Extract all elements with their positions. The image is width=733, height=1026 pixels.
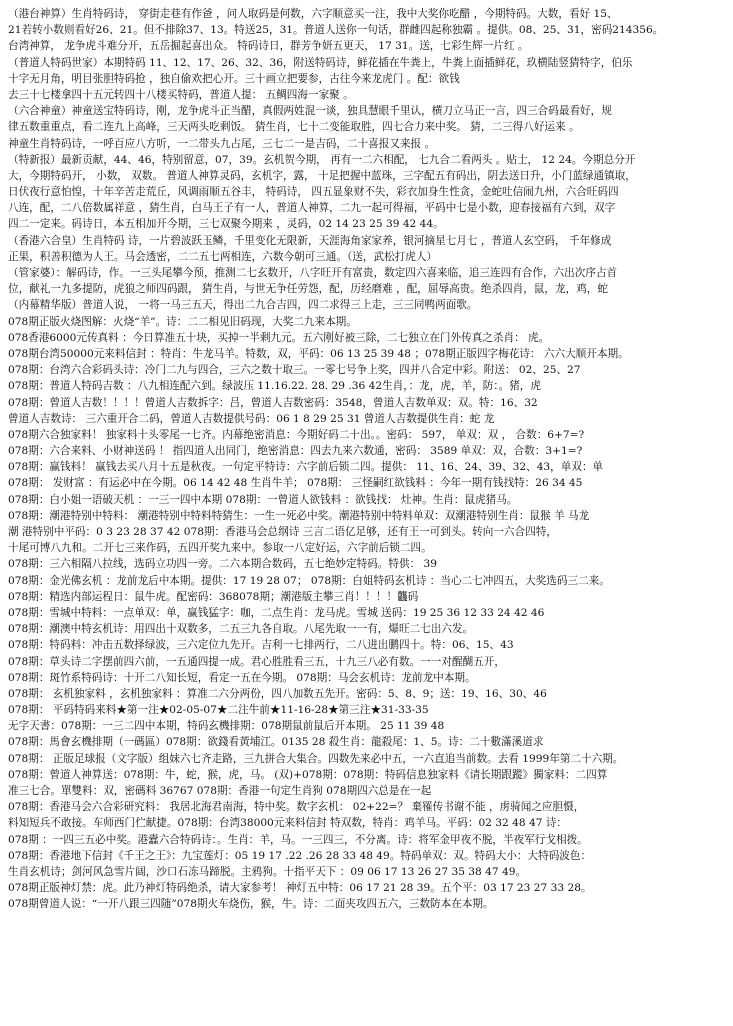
text-line: 078期：雪城中特料：一点单双：单，赢钱猛字：咖，二点生肖：龙马虎。雪城 送码：19 25 36 12 33 24 42 46: [8, 606, 545, 619]
text-line: 生肖玄机诗；剑河风急雪片阔，沙口石冻马蹄脱。主鸦狗。十指平天下 ：09 06 17 13 26 27 35 38 47 49。: [8, 865, 527, 878]
text-line: [8, 1010, 725, 1026]
text-line: 正果，积善积德为人王。马会透密，二二五七两相连，六数今朝可三通。（送，武松打虎人）: [8, 250, 438, 263]
text-line: [8, 929, 725, 945]
text-line: 准三七合。單雙料：双，密碼料 36767 078期：香港一句定生肖狗 078期四六总是在一起: [8, 785, 432, 797]
text-line: 078期： 发财富 ：有运必中在今期。06 14 42 48 生肖牛羊； 078期： 三怪嗣红欲钱料 ：今年一期有钱找特：26 34 45: [8, 477, 583, 490]
text-line: 078期：三六相隔八拉线，选码立功四一旁。二六本期合数码，五七绝妙定特码。特供： 39: [8, 558, 438, 571]
text-line: 078期：香港马会六合彩研究料： 我居北海君南海，特中奖。数字玄机： 02+22=？ 棄罹传书谢不能 ，虏骑闻之应胆慑，: [8, 801, 585, 814]
text-line: 078期曾道人说：“一开八跟三四随”078期火车烧伤，猴，牛。诗：二面夹攻四五六，三数防本在本期。: [8, 898, 494, 911]
text-line: 八连，配，二八倍数属祥意 ，猜生肖，白马王子有一人，普道人神算，二九一起可得福，平码中七是小数，迎春接福有六到，双字: [8, 202, 616, 215]
text-line: [8, 977, 725, 993]
text-line: （特新报）最新贡献，44、46，特别留意，07，39。玄机贺今期， 再有一二六相配， 七九合二看两头 。贴士， 12 24。今期总分开: [8, 153, 636, 166]
text-line: 十尾可博八九和。二开七三来作码，五四开奖九来中。参取一八定好运，六字前后锁二四。: [8, 542, 432, 555]
text-line: 台湾神算， 龙争虎斗难分开，五岳掘起喜出众。 特码诗日，群芳争妍五更天， 17 31。送，七彩生辉一片红 。: [8, 40, 529, 53]
text-line: 078期：馬會玄機排期（一碼區）078期：欲錢看黃埔江。0135 28 殺生肖：龍殺尾：1、5。诗：二十數滿溪道求: [8, 736, 544, 749]
text-line: 21若转小数则看好26、21。但不排除37、13。特送25，31。普道人送你一句话，群雌四起称独霸 。提供。08、25、31，密码214356。: [8, 24, 664, 37]
text-line: 078期六合独家料！ 独家料十头零尾一七齐。内幕绝密消息：今期好码二十出。。密码： 597， 单双：双 ， 合数：6+7=?: [8, 428, 585, 441]
text-line: 078期：精选内部运程日：鼠牛虎。配密码：368078期；潮港版主攀三肖！！！！龘码: [8, 590, 419, 603]
text-line: 078期：白小姐一语破天机 ：一三一四中本期 078期：一曾道人欲钱料 ：欲钱找： 灶神。生肖：鼠虎猪马。: [8, 493, 518, 506]
text-line: 078期：曾道人神算送：078期：牛，蛇，猴，虎，马。 (双)+078期：078期：特码信息独家料《请长期跟蹤》獨家料：二四算: [8, 768, 608, 781]
text-line: 078期：香港地下信封《千王之王》：九宝莲灯：05 19 17 .22 .26 28 33 48 49。特码单双：双。特码大小：大特码波色：: [8, 849, 592, 862]
text-line: 大，今期特码开， 小数， 双数。 普道人神算灵码，玄机字，露， 十足把握中蓝珠，三字配五有码出，阴去送日升，小门蓝绿通镇取，: [8, 169, 636, 182]
text-line: 神童生肖特码诗，一呼百应八方听，一二带头九占尾，三七二一是吉码，二十喜报又来报 。: [8, 137, 436, 150]
text-line: [8, 913, 725, 929]
text-line: 078香港6000元传真料 ：今日算准五十块，买掉一半剩九元。五六刚好被三除，二七独立在门外传真之杀肖： 虎。: [8, 331, 550, 344]
text-line: 078期：赢钱料！ 赢钱去买八月十五是秋夜。一句定平特诗：六字前后锁二四。提供： 11、16、24、39、32、43，单双：单: [8, 461, 604, 474]
text-line: 078期：金光佛玄机 ：龙前龙后中本期。提供：17 19 28 07； 078期：白姐特码玄机诗 ：当心二七冲四五，大奖选码三二来。: [8, 574, 610, 587]
text-line: 078期：潮澳中特玄机诗：用四出十双数多，二五三九各自取。八尾先取一一有，爆旺二七出六发。: [8, 623, 474, 636]
text-line: [8, 945, 725, 961]
text-line: 078期：台湾六合彩码头诗：冷门二九与四合，三六之数十取三。一零七号争上奖，四并八合定中彩。附送： 02、25、27: [8, 364, 581, 377]
text-line: 078期：斑竹系特码诗：十开二八知长短，看定一五在今期。 078期：马会玄机诗：龙前龙中本期。: [8, 671, 476, 684]
text-line: 去三十七楼拿四十五元转四十八楼买特码，普道人提： 五鲷四海一家聚 。: [8, 88, 354, 101]
text-line: [8, 993, 725, 1009]
text-line: （六合神童）神童送宝特码诗，刚，龙争虎斗正当醋，真假两姓混一谈，独具慧眼千里认，横刀立马正一言，四三合码最看好，规: [8, 105, 612, 118]
text-line: （港台神算）生肖特码诗， 穿街走巷有作爸 ，问人取码是何数，六字顺意买一注，我中大奖你吃醋 ，今期特码。大数，看好 15、: [8, 8, 618, 20]
text-line: 料知短兵不敢接。车师西门伫献捷。078期：台湾38000元来料信封 特双数，特肖：鸡羊马。平码：02 32 48 47 诗：: [8, 817, 568, 830]
text-line: （内幕精华版）普道人说， 一将一马三五天，得出二九合吉四，四二求得三上走，三三同鸭两面歌。: [8, 299, 478, 312]
text-line: （管家婆）：解码诗，作。一三头尾攀今预，推测二七玄数开，八字旺开有富贵，数定四六喜来临，追三连四有合作，六出次序占首: [8, 267, 618, 279]
text-line: 078期正版神灯禁：虎。此乃神灯特码绝杀，请大家参考！ 神灯五中特：06 17 21 28 39。五个平：03 17 23 27 33 28。: [8, 882, 592, 895]
text-line: 078期： 正版足球报（文字版）组妹六七齐走路，三九拼合大集合。四数先来必中五，一六直追当前数。去看 1999年第二十六期。: [8, 752, 624, 765]
text-line: 078期：普道人特码吉数 ：八九相连配六到。绿波压 11.16.22. 28. 29 .36 42生肖，：龙，虎，羊，防：。猪，虎: [8, 380, 541, 393]
text-line: 078期：六合来料、小财神送码 ！ 指四道人出同门，绝密消息：四去九来六数通，密码： 3589 单双：双，合数：3+1=?: [8, 445, 583, 458]
text-line: 无字天書：078期：一三二四中本期，特码玄機排期：078期鼠前鼠后开本期。 25 11 39 48: [8, 720, 445, 733]
text-line: 078期：特码料：冲击五数择绿波，三六定位九先开。吉利一七排两行，二八进出鹏四十。特：06、15、43: [8, 639, 514, 652]
text-line: 日伏夜行意怕惶，十年辛苦走荒丘，风调雨顺五谷丰， 特码诗， 四五显象财不失，彩衣加身生性贪，金蛇吐信闹九州，六合旺码四: [8, 186, 619, 199]
text-line: 078期：草头诗二字摆前四六前，一五通四提一成。君心胜胜看三五，十九三八必有数。一一对醒醐五开，: [8, 655, 505, 668]
text-line: （普道人特码世家）本期特码 11、12、17、26、32、36，附送特码诗，鲜花插在牛粪上，牛粪上面插鲜花，玖横陆竖猜特字，伯乐: [8, 56, 633, 69]
text-line: 十字无月角，明目张胆特码抢 ，独自偷欢把心开。三十画立把要参，古往今来龙虎门 。配：欲钱: [8, 72, 460, 85]
text-line: 律五数重重点，看二连九上高峰，三天两头吃剩饭。 猜生肖，七十二变能取胜，四七合力来中奖。 猜，二三得八好运来 。: [8, 121, 580, 134]
text-line: （香港六合皇）生肖特码 诗，一片碧波跃玉鳞，千里变化无限新，天涯海角家家养，银河摘星七月七 ，普道人玄空码， 千年修成: [8, 234, 612, 247]
text-line: 078期：潮港特别中特料： 潮港特别中特料特猜生：一生一死必中奖。潮港特别中特料单双：双潮港特别生肖：鼠猴 羊 马龙: [8, 509, 590, 522]
text-line: 潮 港特别中平码：0 3 23 28 37 42 078期：香港马会总纲诗 三言二语亿足够，还有王一可到头。转向一六合四特，: [8, 526, 557, 538]
text-line: 078期：曾道人吉数！！！！曾道人吉数拆字：吕，曾道人吉数密码：3548，曾道人吉数单双：双。特：16、32: [8, 396, 538, 409]
text-line: 078期正版火烧图解：火烧“羊”。诗：二二相见旧码现，大奖二九来本期。: [8, 315, 357, 328]
text-line: 四二一定来。码诗日，本五相加开今期，三七双聚今期来 ，灵码，02 14 23 25 39 42 44。: [8, 218, 444, 231]
text-line: 078期台湾50000元来料信封 ：特肖：牛龙马羊。特数，双，平码：06 13 25 39 48 ；078期正版四字梅花诗： 六六大顺开本期。: [8, 347, 629, 360]
text-line: 078期： 玄机独家料 ，玄机独家料 ：算准二六分两份，四八加数五先开。密码：5、8、9；送：19、16、30、46: [8, 687, 547, 700]
text-line: 078期： 平码特码来料★第一注★02-05-07★二注牛前★11-16-28★第三注★31-33-35: [8, 704, 429, 717]
text-line: 位，献礼一九多提防，虎狼之师四码跟， 猜生肖，与世无争任劳怨，配，历经磨难 ，配，屈辱高贵。绝杀四肖，鼠，龙，鸡，蛇: [8, 283, 608, 296]
text-line: 曾道人吉数诗： 三六重开合二码，曾道人吉数提供号码：06 1 8 29 25 31 曾道人吉数提供生肖：蛇 龙: [8, 412, 495, 425]
text-line: 078期 ：一四三五必中奖。港蠹六合特码诗：。生肖：羊，马。一三四三，不分离。诗：将军金甲夜不脱，半夜军行戈相拨。: [8, 833, 588, 846]
text-line: [8, 961, 725, 977]
